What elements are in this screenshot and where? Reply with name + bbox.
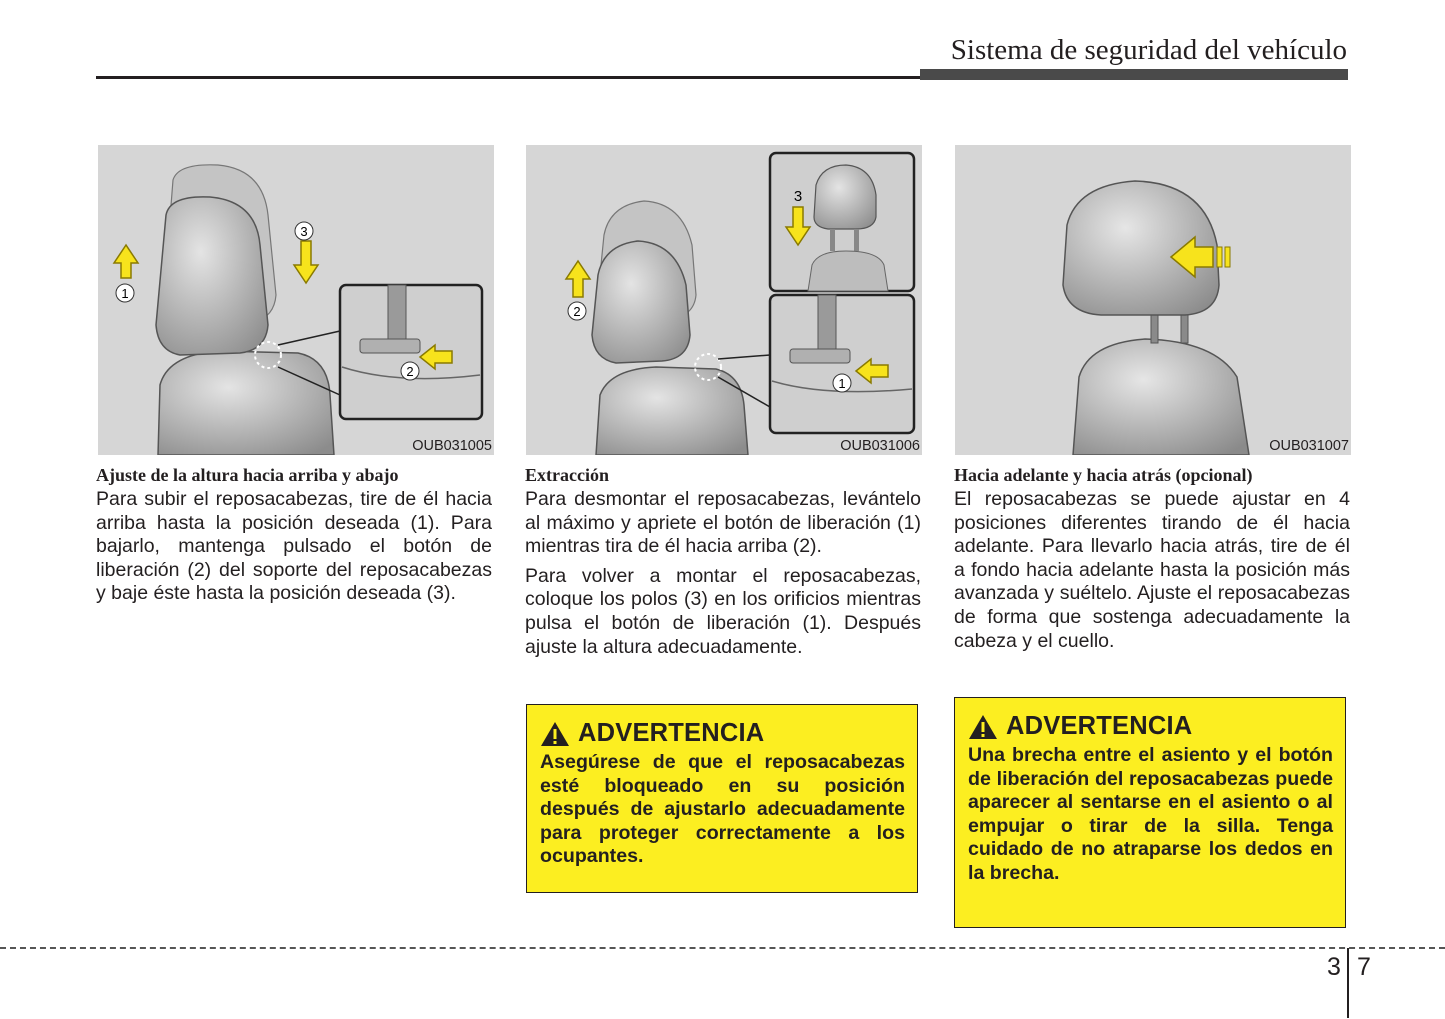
figure-code: OUB031005 — [412, 438, 492, 454]
header-bar — [920, 69, 1348, 80]
callout-1: 1 — [121, 286, 129, 301]
warning-icon — [540, 721, 570, 747]
page-number: 7 — [1357, 953, 1371, 981]
section-paragraph: El reposacabezas se puede ajustar en 4 posiciones diferentes tirando de él hacia adelante. Para llevarlo hacia atrás, tire de él a fondo hacia adelante hasta la posición más avanzada y suéltelo. Ajuste el reposacabezas de forma que sostenga adecuadamente la cabeza y el cuello. — [954, 488, 1350, 652]
section-paragraph: Para desmontar el reposacabezas, levántelo al máximo y apriete el botón de liberación (1) mientras tira de él hacia arriba (2). — [525, 488, 921, 558]
warning-title: ADVERTENCIA — [578, 719, 765, 747]
figure-height-adjust — [98, 145, 494, 455]
warning-icon — [968, 714, 998, 740]
page-number-separator — [1347, 948, 1349, 1018]
arrow-up-icon — [114, 245, 138, 278]
section-heading: Ajuste de la altura hacia arriba y abajo — [96, 465, 399, 485]
figure-code: OUB031006 — [840, 438, 920, 454]
callout-1: 1 — [838, 376, 846, 391]
callout-3: 3 — [300, 224, 308, 239]
section-paragraph: Para subir el reposacabezas, tire de él hacia arriba hasta la posición deseada (1). Para bajarlo, mantenga pulsado el botón de liberación (2) del soporte del reposacabezas y baje éste hasta la posición deseada (3). — [96, 488, 492, 605]
section-paragraph: Para volver a montar el reposacabezas, coloque los polos (3) en los orificios mientras pulsa el botón de liberación (1). Después ajuste la altura adecuadamente. — [525, 564, 921, 658]
warning-title: ADVERTENCIA — [1006, 712, 1193, 740]
arrow-down-icon — [294, 241, 318, 283]
section-forward-back — [954, 463, 1350, 659]
figure-code: OUB031007 — [1269, 438, 1349, 454]
warning-text: Una brecha entre el asiento y el botón de liberación del reposacabezas puede aparecer al sentarse en el asiento o al empujar o tirar de la silla. Tenga cuidado de no atraparse los dedos en la brecha. — [968, 744, 1333, 884]
headrest-removal-illustration — [526, 145, 922, 455]
arrow-up-icon — [566, 261, 590, 297]
headrest-height-illustration — [98, 145, 494, 455]
section-title: Sistema de seguridad del vehículo — [950, 34, 1347, 66]
header-rule — [96, 76, 920, 79]
section-heading: Extracción — [525, 465, 609, 485]
footer-divider — [0, 947, 1445, 949]
section-height-adjust — [96, 463, 492, 612]
section-removal — [525, 463, 921, 665]
chapter-number: 3 — [1327, 953, 1341, 981]
headrest-tilt-illustration — [955, 145, 1351, 455]
callout-2: 2 — [406, 364, 414, 379]
warning-text: Asegúrese de que el reposacabezas esté bloqueado en su posición después de ajustarlo adecuadamente para proteger correctamente a los ocupantes. — [540, 751, 905, 868]
warning-box — [526, 704, 918, 893]
figure-forward-back — [955, 145, 1351, 455]
warning-box — [954, 697, 1346, 928]
callout-3: 3 — [793, 188, 803, 205]
section-heading: Hacia adelante y hacia atrás (opcional) — [954, 465, 1253, 485]
figure-removal — [526, 145, 922, 455]
callout-2: 2 — [573, 304, 581, 319]
